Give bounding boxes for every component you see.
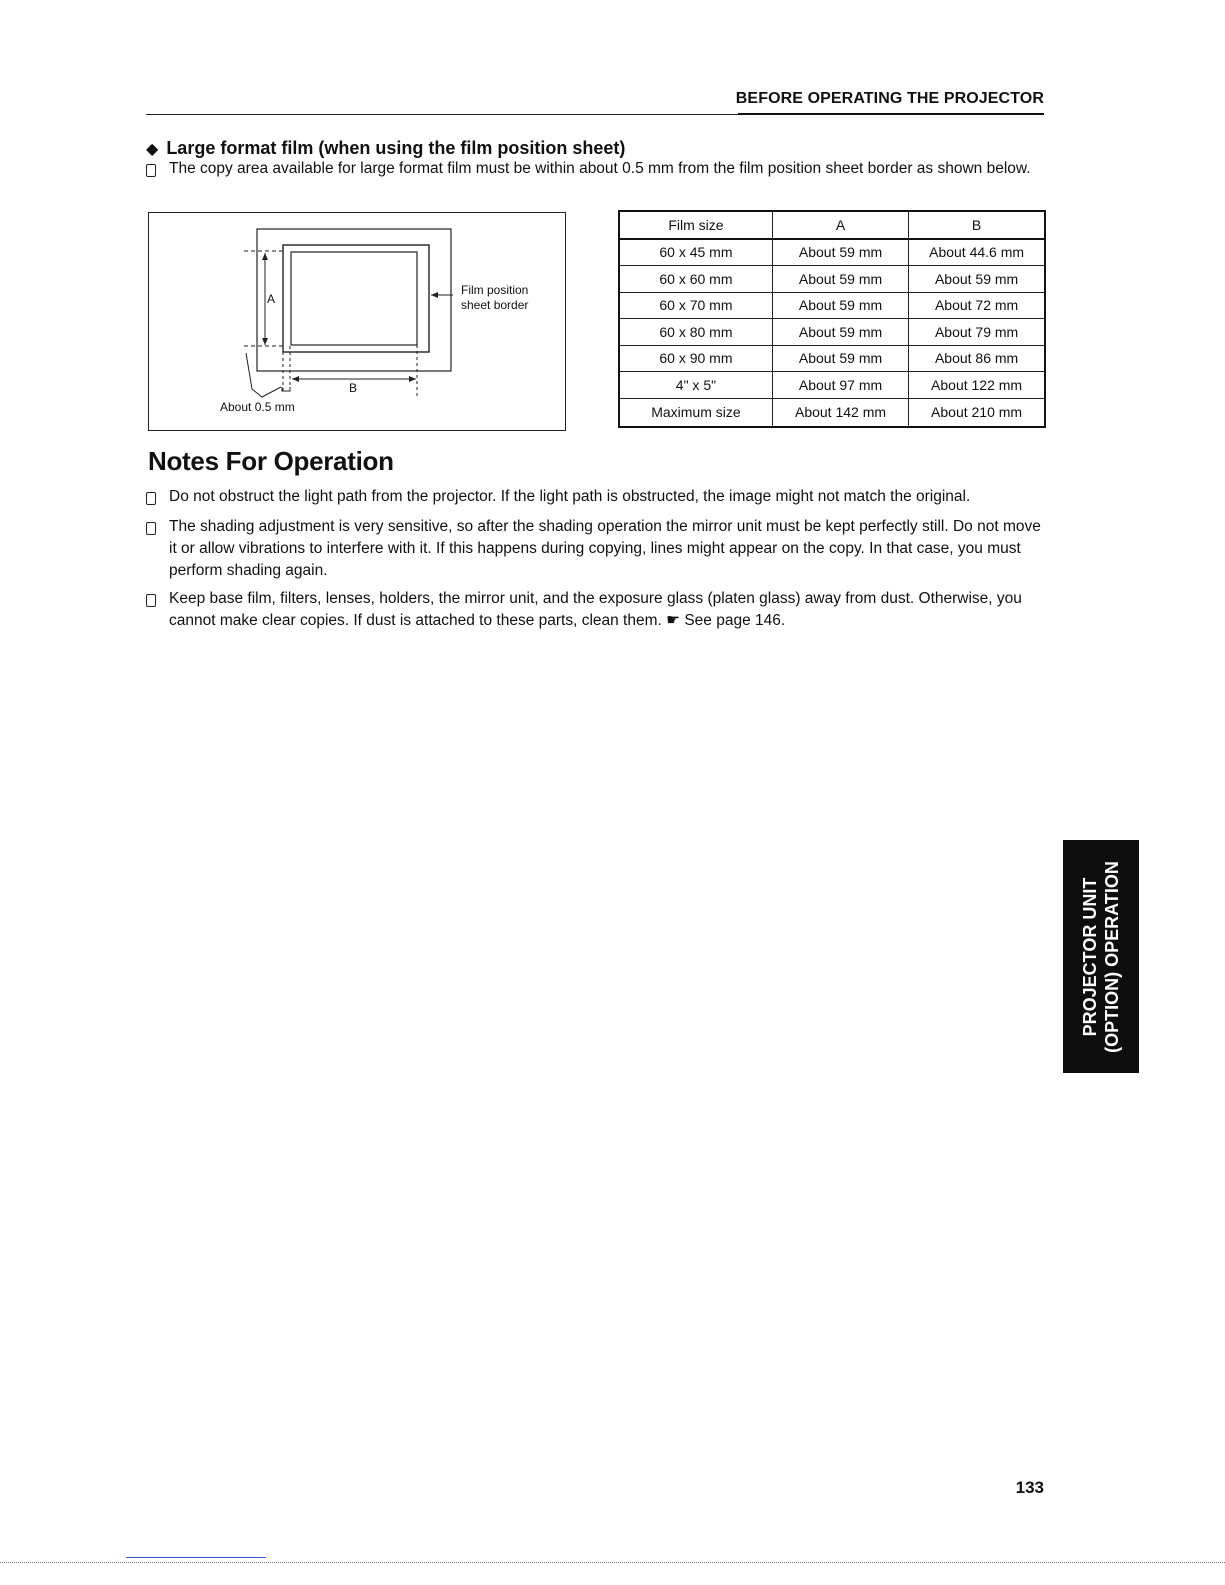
film-size-table — [618, 210, 1046, 428]
table-cell: About 97 mm — [772, 372, 908, 399]
note-item-text: The shading adjustment is very sensitive, so after the shading operation the mirror unit must be kept perfectly still. Do not move it or allow vibrations to interfere with it. If this happens during copying, lines might appear on the copy. In that case, you must perform shading again. — [169, 518, 1041, 579]
section-heading — [146, 138, 625, 159]
table-header-row — [619, 211, 1045, 239]
note-item-text: Keep base film, filters, lenses, holders, the mirror unit, and the exposure glass (platen glass) away from dust. Otherwise, you cannot make clear copies. If dust is attached to these parts, clean them. ☛ See page 146. — [169, 590, 1022, 629]
running-header: BEFORE OPERATING THE PROJECTOR — [735, 90, 1044, 107]
table-cell: 60 x 80 mm — [619, 319, 772, 346]
bottom-dotted-rule — [0, 1562, 1225, 1563]
note-item — [146, 516, 1046, 582]
chapter-tab-label — [1079, 861, 1123, 1053]
note-item — [146, 486, 1046, 508]
table-cell: About 44.6 mm — [909, 239, 1045, 266]
chapter-tab-line2: (OPTION) OPERATION — [1102, 860, 1122, 1053]
diagram-label-a: A — [267, 292, 276, 306]
chapter-tab-line1: PROJECTOR UNIT — [1080, 877, 1100, 1036]
table-row — [619, 345, 1045, 372]
sheet-border-outline — [257, 229, 451, 371]
section-bullet-text: The copy area available for large format film must be within about 0.5 mm from the film position sheet border as shown below. — [169, 160, 1031, 177]
checkbox-bullet-icon — [146, 164, 156, 177]
section-heading-text: Large format film (when using the film position sheet) — [166, 138, 626, 158]
table-row — [619, 266, 1045, 293]
table-cell: About 210 mm — [909, 398, 1045, 427]
table-cell: 60 x 70 mm — [619, 292, 772, 319]
checkbox-bullet-icon — [146, 492, 156, 505]
table-header-cell: Film size — [619, 211, 772, 239]
copy-area-inner — [291, 252, 417, 345]
table-cell: 4" x 5" — [619, 372, 772, 399]
table-cell: About 72 mm — [909, 292, 1045, 319]
table-cell: About 59 mm — [772, 266, 908, 293]
table-row — [619, 372, 1045, 399]
table-header-cell: A — [772, 211, 908, 239]
table-cell: 60 x 45 mm — [619, 239, 772, 266]
table-cell: About 59 mm — [772, 239, 908, 266]
table-cell: About 59 mm — [909, 266, 1045, 293]
table-cell: About 86 mm — [909, 345, 1045, 372]
table-cell: About 59 mm — [772, 345, 908, 372]
diagram-drawing — [149, 213, 567, 432]
table-header-cell: B — [909, 211, 1045, 239]
film-position-diagram — [148, 212, 566, 431]
diagram-label-offset: About 0.5 mm — [220, 400, 295, 414]
header-rule-accent — [738, 113, 1044, 115]
diagram-label-border-line2: sheet border — [461, 298, 529, 312]
diagram-label-border-line1: Film position — [461, 283, 529, 297]
table-row — [619, 292, 1045, 319]
page-number: 133 — [1015, 1478, 1044, 1497]
table-row — [619, 239, 1045, 266]
note-item-text: Do not obstruct the light path from the projector. If the light path is obstructed, the image might not match the original. — [169, 488, 971, 505]
table-row — [619, 319, 1045, 346]
table-cell: About 79 mm — [909, 319, 1045, 346]
notes-heading: Notes For Operation — [148, 446, 394, 476]
checkbox-bullet-icon — [146, 522, 156, 535]
table-cell: 60 x 60 mm — [619, 266, 772, 293]
table-row — [619, 398, 1045, 427]
diamond-bullet-icon: ◆ — [146, 141, 159, 158]
section-bullet — [146, 158, 1046, 180]
table-cell: About 59 mm — [772, 292, 908, 319]
table-cell: About 142 mm — [772, 398, 908, 427]
table-cell: Maximum size — [619, 398, 772, 427]
table-cell: About 122 mm — [909, 372, 1045, 399]
table-cell: 60 x 90 mm — [619, 345, 772, 372]
note-item — [146, 588, 1046, 632]
table-cell: About 59 mm — [772, 319, 908, 346]
chapter-tab[interactable] — [1063, 840, 1139, 1073]
copy-area-outer — [283, 245, 429, 352]
diagram-label-b: B — [349, 381, 358, 395]
checkbox-bullet-icon — [146, 594, 156, 607]
bottom-link-underline — [126, 1557, 266, 1558]
